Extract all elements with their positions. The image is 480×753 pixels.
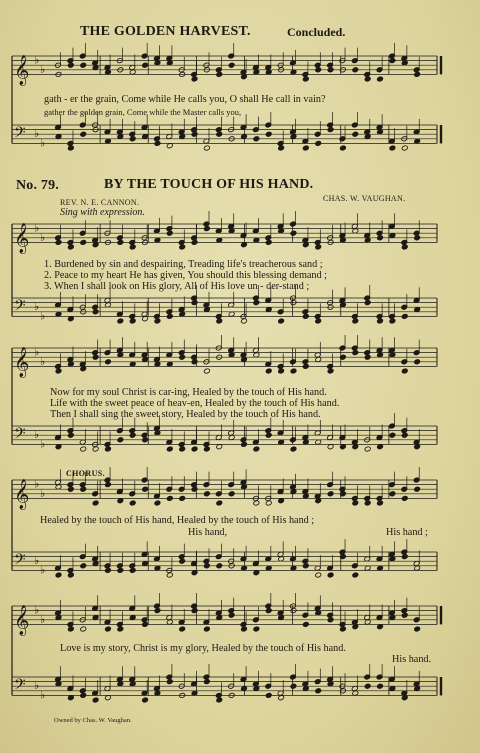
note-head	[414, 486, 421, 492]
flat-icon: ♭	[34, 300, 40, 314]
chorus-line-1: Healed by the touch of His hand, Healed by the touch of His hand ;	[40, 515, 315, 526]
note-head	[389, 491, 396, 497]
note-head	[117, 318, 124, 324]
previous-hymn-lyric-1: gath - er the grain, Come while He calls you, O shall He call in vain?	[44, 94, 326, 105]
flat-icon: ♭	[40, 437, 46, 451]
note-head	[364, 683, 371, 689]
note-head	[302, 145, 309, 151]
note-head	[352, 572, 359, 578]
note-head	[315, 688, 322, 694]
treble-clef-icon: 𝄞	[14, 223, 30, 254]
note-head	[265, 368, 272, 374]
note-head	[377, 76, 384, 82]
verse-line-1b: Now for my soul Christ is car-ing, Healed by the touch of His hand.	[50, 387, 327, 398]
note-head	[253, 136, 260, 142]
note-head	[105, 626, 112, 632]
note-head	[327, 491, 334, 497]
bass-clef-icon: 𝄢	[14, 123, 26, 145]
note-head	[327, 572, 334, 578]
note-head	[154, 500, 161, 506]
note-head	[80, 563, 87, 569]
note-head	[92, 697, 99, 703]
note-head	[401, 495, 408, 501]
note-head	[142, 62, 149, 68]
note-head	[204, 626, 211, 632]
note-head	[340, 145, 347, 151]
note-head	[228, 491, 235, 497]
flat-icon: ♭	[40, 612, 46, 626]
note-head	[389, 432, 396, 438]
note-head	[142, 486, 149, 492]
note-head	[290, 368, 297, 374]
treble-clef-icon: 𝄞	[14, 55, 30, 86]
note-head	[352, 131, 359, 137]
note-head	[204, 491, 211, 497]
previous-hymn-suffix: Concluded.	[287, 25, 346, 39]
bass-clef-icon: 𝄢	[14, 675, 26, 697]
flat-icon: ♭	[40, 309, 46, 323]
note-head	[117, 437, 124, 443]
note-head	[216, 563, 223, 569]
note-head	[290, 446, 297, 452]
flat-icon: ♭	[34, 477, 40, 491]
note-head	[290, 683, 297, 689]
verse-line-2b: Life with the sweet peace of heav-en, Healed by the touch of His hand.	[50, 398, 340, 409]
flat-icon: ♭	[34, 554, 40, 568]
note-head	[142, 697, 149, 703]
note-head	[414, 359, 421, 365]
note-head	[278, 318, 285, 324]
flat-icon: ♭	[34, 221, 40, 235]
note-head	[253, 446, 260, 452]
flat-icon: ♭	[34, 53, 40, 67]
chorus-echo-2: His hand ;	[386, 527, 428, 538]
note-head	[204, 368, 211, 374]
previous-hymn-title: THE GOLDEN HARVEST.	[80, 24, 251, 39]
treble-clef-icon: 𝄞	[14, 605, 30, 636]
note-head	[265, 131, 272, 137]
note-head	[352, 67, 359, 73]
flat-icon: ♭	[40, 688, 46, 702]
note-head	[290, 230, 297, 236]
note-head	[92, 500, 99, 506]
flat-icon: ♭	[34, 127, 40, 141]
note-head	[166, 495, 173, 501]
lyricist: REV. N. E. CANNON.	[60, 198, 140, 207]
note-head	[401, 313, 408, 319]
composer: CHAS. W. VAUGHAN.	[323, 194, 406, 203]
note-head	[389, 145, 396, 151]
flat-icon: ♭	[34, 679, 40, 693]
hymn-title: BY THE TOUCH OF HIS HAND.	[104, 177, 314, 192]
note-head	[105, 359, 112, 365]
note-head	[129, 500, 136, 506]
note-head	[179, 626, 186, 632]
ownership-note: Owned by Chas. W. Vaughan.	[54, 717, 132, 724]
verse-line-1a: 1. Burdened by sin and despairing, Treading life's treacherous sand ;	[44, 259, 323, 270]
previous-hymn-lyric-2: gather the golden grain, Come while the Master calls you,	[44, 107, 242, 117]
note-head	[80, 626, 87, 632]
flat-icon: ♭	[40, 486, 46, 500]
verse-line-3a: 3. When I shall look on His glory, All of His love un - der-stand ;	[44, 281, 310, 292]
flat-icon: ♭	[34, 428, 40, 442]
flat-icon: ♭	[40, 230, 46, 244]
verse-line-2a: 2. Peace to my heart He has given, You should this blessing demand ;	[44, 270, 327, 281]
note-head	[401, 145, 408, 151]
chorus-label: CHORUS.	[66, 469, 106, 478]
note-head	[80, 62, 87, 68]
treble-clef-icon: 𝄞	[14, 479, 30, 510]
treble-clef-icon: 𝄞	[14, 347, 30, 378]
note-head	[191, 446, 198, 452]
flat-icon: ♭	[40, 354, 46, 368]
note-head	[80, 239, 87, 245]
flat-icon: ♭	[34, 345, 40, 359]
note-head	[364, 446, 371, 452]
note-head	[55, 572, 62, 578]
flat-icon: ♭	[40, 62, 46, 76]
note-head	[166, 446, 173, 452]
note-head	[179, 495, 186, 501]
note-head	[377, 683, 384, 689]
note-head	[80, 446, 87, 452]
note-head	[315, 140, 322, 146]
bass-clef-icon: 𝄢	[14, 424, 26, 446]
expression-mark: Sing with expression.	[60, 207, 145, 218]
flat-icon: ♭	[40, 563, 46, 577]
note-head	[401, 368, 408, 374]
verse-line-3b: Then I shall sing the sweet story, Healed by the touch of His hand.	[50, 409, 321, 420]
flat-icon: ♭	[40, 136, 46, 150]
hymn-number: No. 79.	[16, 178, 60, 193]
flat-icon: ♭	[34, 603, 40, 617]
note-head	[228, 62, 235, 68]
note-head	[204, 145, 211, 151]
chorus-echo-1: His hand,	[188, 527, 228, 538]
chorus-echo-3: His hand.	[392, 654, 432, 665]
bass-clef-icon: 𝄢	[14, 550, 26, 572]
bass-clef-icon: 𝄢	[14, 296, 26, 318]
note-head	[253, 626, 260, 632]
note-head	[265, 692, 272, 698]
note-head	[414, 626, 421, 632]
note-head	[315, 572, 322, 578]
note-head	[80, 131, 87, 137]
note-head	[216, 500, 223, 506]
note-head	[302, 621, 309, 627]
chorus-line-2: Love is my story, Christ is my glory, Healed by the touch of His hand.	[60, 643, 346, 654]
